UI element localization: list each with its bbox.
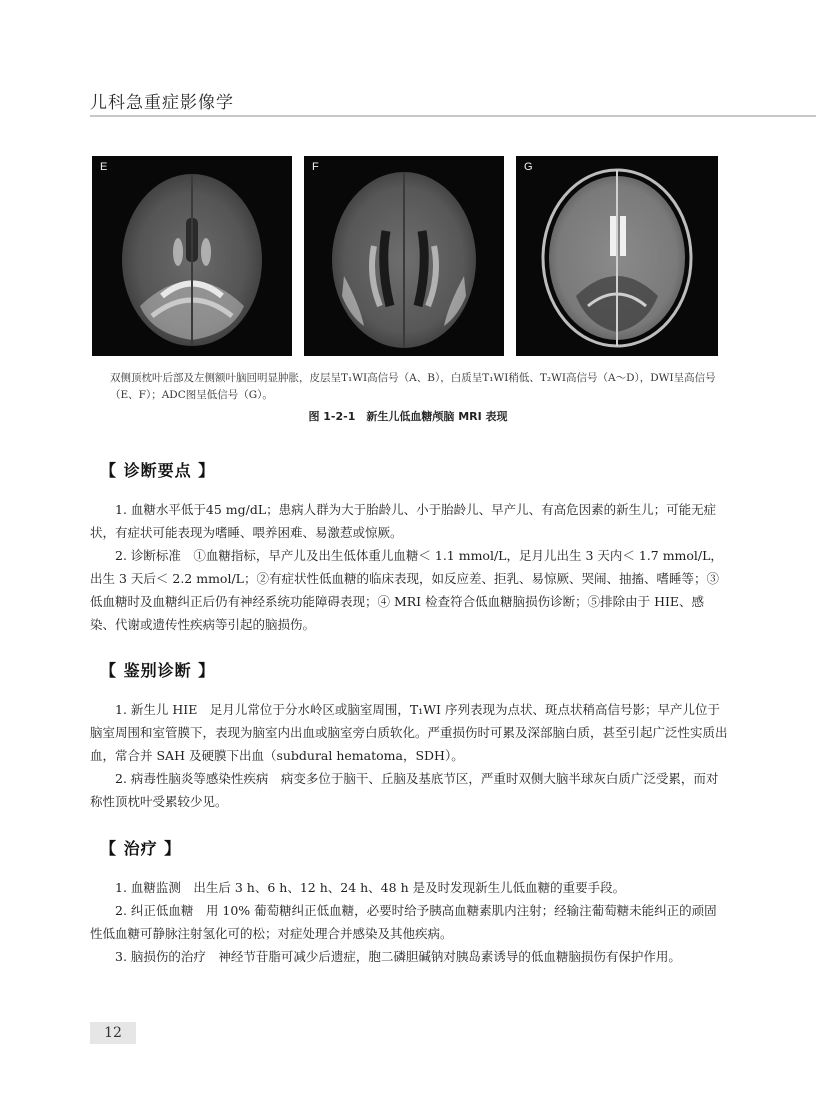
panel-label-e: E xyxy=(100,161,108,173)
differential-paragraph-2: 2. 病毒性脑炎等感染性疾病 病变多位于脑干、丘脑及基底节区，严重时双侧大脑半球灰白质广泛受累，而对称性顶枕叶受累较少见。 xyxy=(90,771,719,809)
treatment-paragraph-2: 2. 纠正低血糖 用 10% 葡萄糖纠正低血糖，必要时给予胰高血糖素肌内注射；经输注葡萄糖未能纠正的顽固性低血糖可静脉注射氢化可的松；对症处理合并感染及其他疾病。 xyxy=(90,903,717,941)
mri-panel-e xyxy=(92,156,292,356)
mri-panel-g xyxy=(516,156,718,356)
treatment-paragraph-3: 3. 脑损伤的治疗 神经节苷脂可减少后遗症，胞二磷胆碱钠对胰岛素诱导的低血糖脑损伤有保护作用。 xyxy=(115,949,681,964)
figure-title: 图 1-2-1 新生儿低血糖颅脑 MRI 表现 xyxy=(308,410,508,423)
diagnosis-paragraph-1: 1. 血糖水平低于45 mg/dL；患病人群为大于胎龄儿、小于胎龄儿、早产儿、有高危因素的新生儿；可能无症状，有症状可能表现为嗜睡、喂养困难、易激惹或惊厥。 xyxy=(90,502,717,540)
running-header-title: 儿科急重症影像学 xyxy=(90,93,234,113)
page-number: 12 xyxy=(90,1022,136,1044)
mri-image-g xyxy=(516,156,718,356)
diagnosis-paragraph-2: 2. 诊断标准 ①血糖指标，早产儿及出生低体重儿血糖＜ 1.1 mmol/L，足月儿出生 3 天内＜ 1.7 mmol/L，出生 3 天后＜ 2.2 mmol/L；②有症状性低血糖的临床表现，如反应差、拒乳、易惊厥、哭闹、抽搐、嗜睡等；③低血糖时及血糖纠正后仍有神经系统功能障碍表现；④ MRI 检查符合低血糖脑损伤诊断；⑤排除由于 HIE、感染、代谢或遗传性疾病等引起的脑损伤。 xyxy=(90,548,723,632)
section-heading-diagnosis: 【 诊断要点 】 xyxy=(100,461,216,480)
panel-label-g: G xyxy=(524,161,533,173)
section-heading-treatment: 【 治疗 】 xyxy=(100,839,182,858)
header-divider xyxy=(90,115,816,117)
differential-paragraph-1: 1. 新生儿 HIE 足月儿常位于分水岭区或脑室周围，T₁WI 序列表现为点状、斑点状稍高信号影；早产儿位于脑室周围和室管膜下，表现为脑室内出血或脑室旁白质软化。严重损伤时可累及深部脑白质，甚至引起广泛性实质出血，常合并 SAH 及硬膜下出血（subdural hematoma，SDH）。 xyxy=(90,702,728,763)
treatment-paragraph-1: 1. 血糖监测 出生后 3 h、6 h、12 h、24 h、48 h 是及时发现新生儿低血糖的重要手段。 xyxy=(115,880,626,895)
section-heading-differential: 【 鉴别诊断 】 xyxy=(100,661,216,680)
mri-image-f xyxy=(304,156,504,356)
figure-mri-panels xyxy=(92,156,718,356)
mri-image-e xyxy=(92,156,292,356)
panel-label-f: F xyxy=(312,161,319,173)
mri-panel-f xyxy=(304,156,504,356)
figure-caption: 双侧顶枕叶后部及左侧额叶脑回明显肿胀，皮层呈T₁WI高信号（A、B），白质呈T₁WI稍低、T₂WI高信号（A～D），DWI呈高信号（E、F）；ADC图呈低信号（G）。 xyxy=(110,372,716,401)
